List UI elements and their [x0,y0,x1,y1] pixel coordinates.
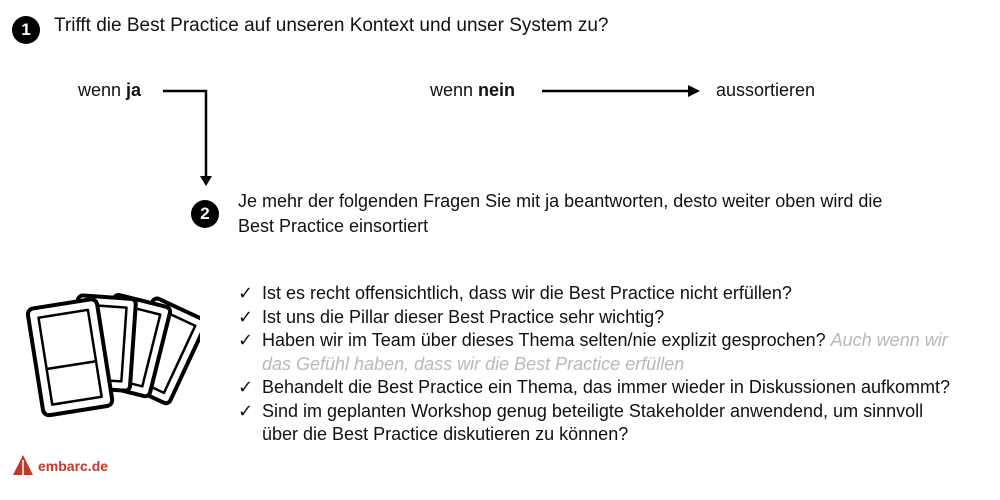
checklist-item-text: Behandelt die Best Practice ein Thema, das immer wieder in Diskussionen aufkommt? [262,377,950,397]
checklist-item [238,400,958,447]
branch-yes-prefix: wenn [78,80,122,100]
criteria-checklist [238,282,958,447]
checklist-item [238,376,958,400]
checkmark-icon: ✓ [238,330,254,350]
step-2-instruction [238,189,968,239]
checklist-item [238,282,958,306]
checklist-item-text: Haben wir im Team über dieses Thema selten/nie explizit gesprochen? [262,330,826,350]
checkmark-icon: ✓ [238,306,254,327]
branch-yes-keyword: ja [126,80,142,100]
logo-text: embarc.de [38,458,109,474]
yes-arrow [163,91,212,186]
branch-no-prefix: wenn [430,80,474,100]
branch-no-keyword: nein [478,80,516,100]
checklist-item [238,306,958,330]
checklist-item-text: Ist uns die Pillar dieser Best Practice sehr wichtig? [262,306,665,327]
step-2-line-2: Best Practice einsortiert [238,216,429,236]
checklist-item [238,329,958,376]
card-stack-icon [10,285,200,430]
step-2-badge: 2 [191,200,219,228]
step-1-badge: 1 [12,16,40,44]
step-1-question: Trifft die Best Practice auf unseren Kontext und unser System zu? [54,15,609,36]
checklist-item-text: Sind im geplanten Workshop genug beteiligte Stakeholder anwendend, um sinnvoll über die Best Practice diskutieren zu können? [262,400,924,444]
checklist-item-text: Ist es recht offensichtlich, dass wir die Best Practice nicht erfüllen? [262,283,792,303]
no-arrow [542,85,700,97]
checklist-item-note: Auch wenn wir das Gefühl haben, dass wir die Best Practice erfüllen [262,330,948,374]
checkmark-icon: ✓ [238,377,254,397]
checkmark-icon: ✓ [238,400,254,421]
red-triangle-icon [12,454,34,476]
step-2-line-1: Je mehr der folgenden Fragen Sie mit ja beantworten, desto weiter oben wird die [238,191,883,211]
checkmark-icon: ✓ [238,283,254,303]
branch-no-outcome: aussortieren [716,80,816,100]
